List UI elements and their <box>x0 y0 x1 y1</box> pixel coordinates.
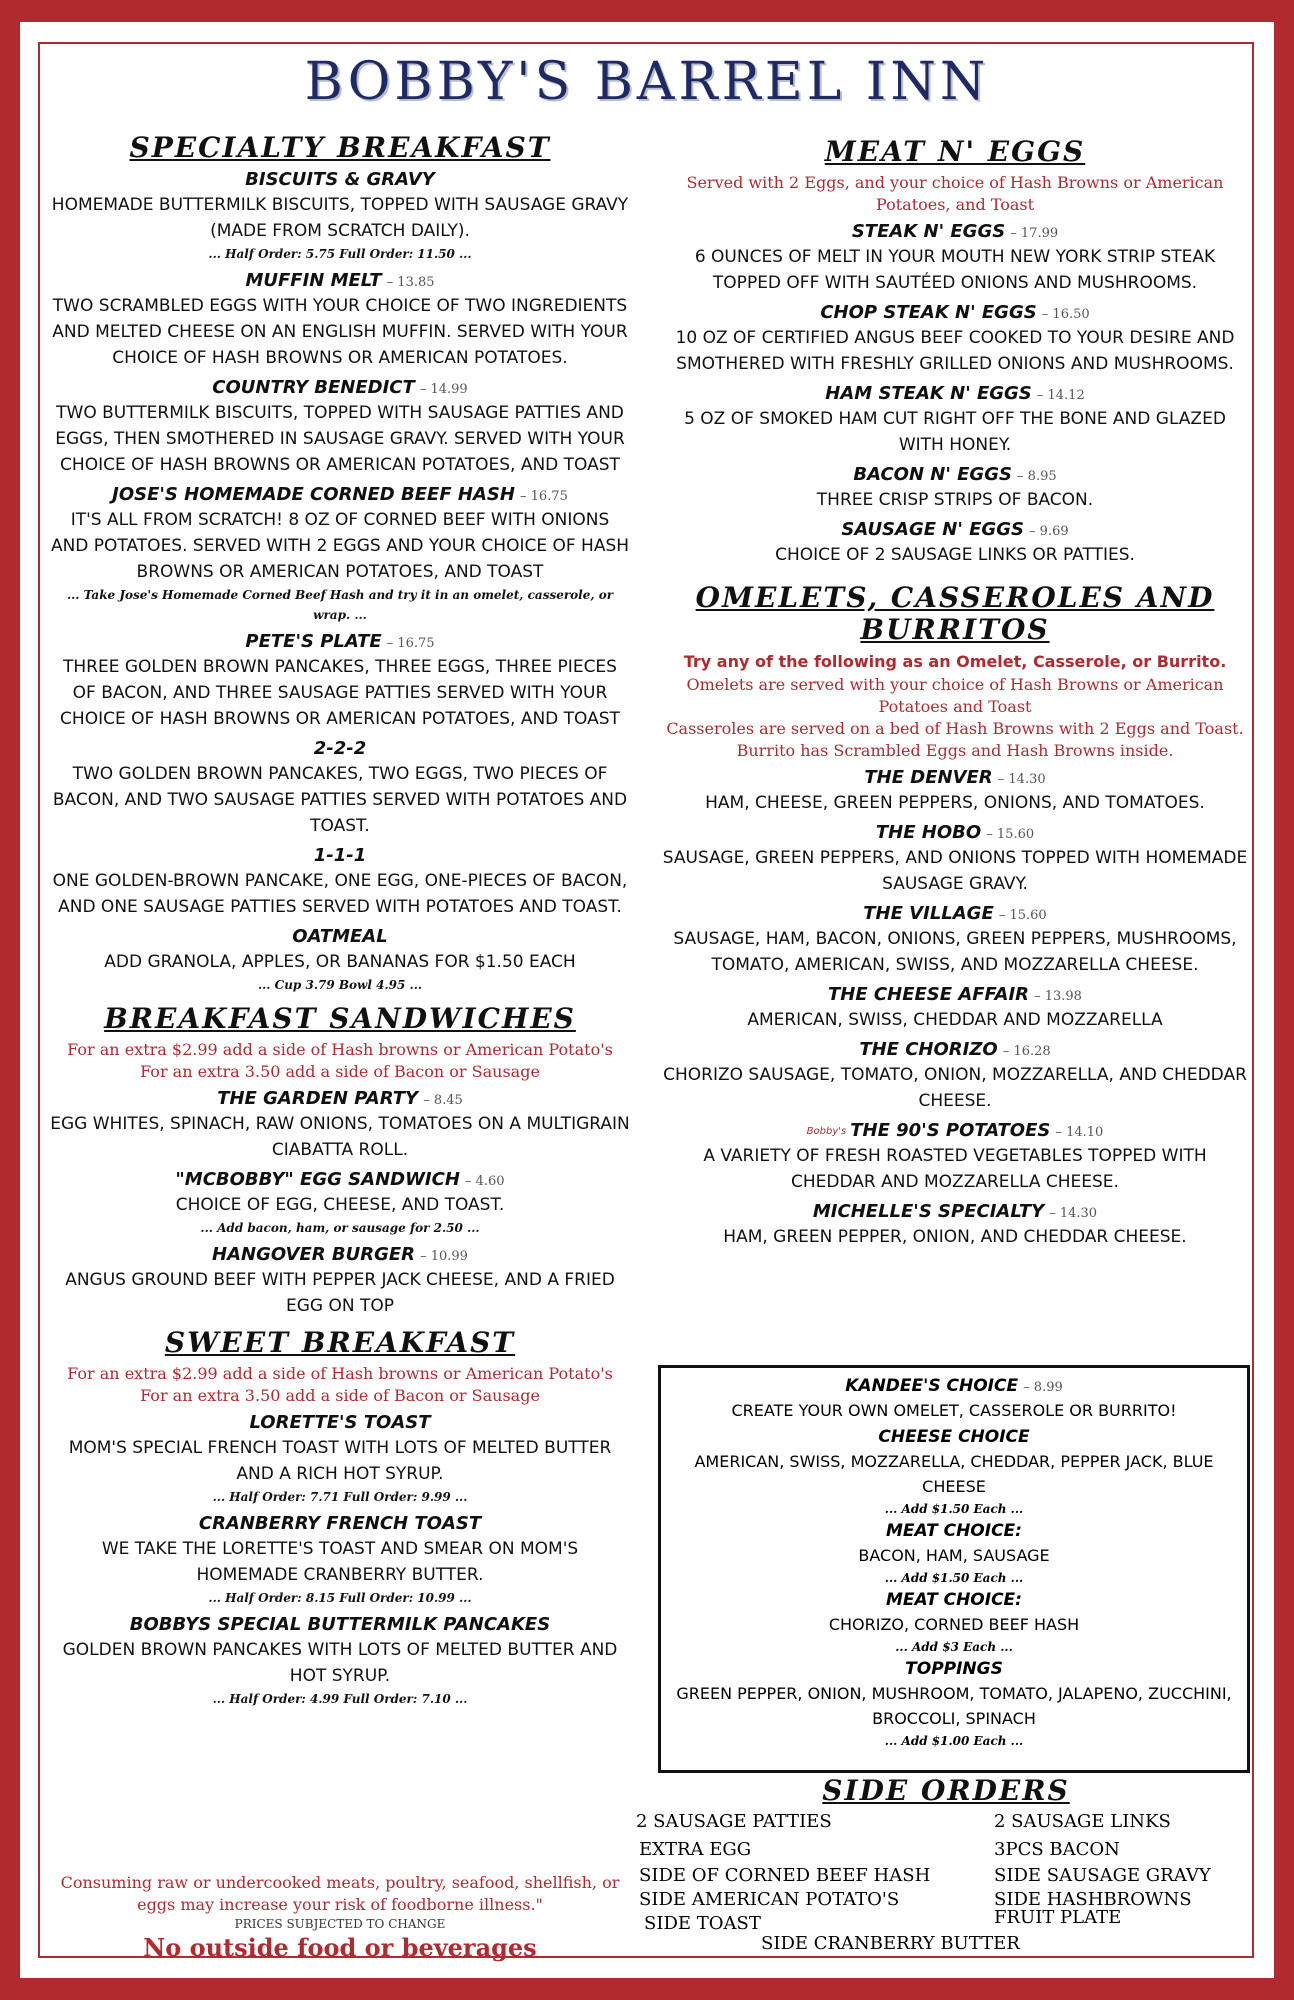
kandees-choice-box <box>658 1365 1250 1773</box>
item-name: LORETTE'S TOAST <box>249 1412 431 1433</box>
kandee-group <box>661 1657 1247 1751</box>
item-price: – 13.85 <box>386 275 435 290</box>
right-column <box>660 132 1250 1255</box>
item-description: WE TAKE THE LORETTE'S TOAST AND SMEAR ON MOM'S HOMEMADE CRANBERRY BUTTER. <box>101 1539 579 1585</box>
item-price: – 4.60 <box>465 1174 505 1189</box>
menu-item-title <box>660 301 1250 325</box>
item-price: – 10.99 <box>420 1249 468 1264</box>
menu-item <box>50 1411 630 1507</box>
prices-change-note: PRICES SUBJECTED TO CHANGE <box>234 1917 446 1931</box>
footer <box>50 1872 630 1964</box>
group-title: TOPPINGS <box>905 1659 1003 1679</box>
menu-item-title <box>660 902 1250 926</box>
menu-item-title <box>660 1038 1250 1062</box>
side-orders <box>636 1775 1256 1961</box>
restaurant-title: BOBBY'S BARREL INN <box>304 52 990 112</box>
side-item: 3PCS BACON <box>994 1839 1120 1860</box>
item-price: – 16.50 <box>1041 307 1090 322</box>
menu-item <box>660 518 1250 568</box>
group-note: ... Add $1.00 Each ... <box>884 1734 1024 1748</box>
menu-item <box>50 1512 630 1608</box>
menu-item <box>50 483 630 625</box>
item-price: – 15.60 <box>998 908 1047 923</box>
item-description: SAUSAGE, GREEN PEPPERS, AND ONIONS TOPPED WITH HOMEMADE SAUSAGE GRAVY. <box>662 848 1248 894</box>
sweet-note: For an extra $2.99 add a side of Hash browns or American Potato's <box>67 1364 613 1383</box>
kandee-groups <box>661 1425 1247 1751</box>
item-price: – 14.99 <box>419 382 468 397</box>
item-price: – 14.12 <box>1036 388 1085 403</box>
item-description: CHOICE OF EGG, CHEESE, AND TOAST. <box>175 1195 505 1215</box>
group-note: ... Add $1.50 Each ... <box>884 1502 1024 1516</box>
menu-item <box>50 844 630 920</box>
side-item: EXTRA EGG <box>639 1839 752 1860</box>
kandee-group <box>661 1425 1247 1519</box>
group-note: ... Add $1.50 Each ... <box>884 1571 1024 1585</box>
item-price: – 14.30 <box>997 772 1046 787</box>
section-heading-sweet: SWEET BREAKFAST <box>164 1326 516 1359</box>
group-description: AMERICAN, SWISS, MOZZARELLA, CHEDDAR, PEPPER JACK, BLUE CHEESE <box>694 1452 1214 1496</box>
item-description: TWO SCRAMBLED EGGS WITH YOUR CHOICE OF TWO INGREDIENTS AND MELTED CHEESE ON AN ENGLISH MUFFIN. SERVED WITH YOUR CHOICE OF HASH BROWNS OR AMERICAN POTATOES. <box>52 296 628 368</box>
menu-item-title <box>50 1087 630 1111</box>
group-description: BACON, HAM, SAUSAGE <box>858 1546 1050 1565</box>
menu-item-title <box>50 376 630 400</box>
item-description: SAUSAGE, HAM, BACON, ONIONS, GREEN PEPPERS, MUSHROOMS, TOMATO, AMERICAN, SWISS, AND MOZZARELLA CHEESE. <box>673 929 1237 975</box>
menu-item-title <box>660 983 1250 1007</box>
item-description: THREE GOLDEN BROWN PANCAKES, THREE EGGS, THREE PIECES OF BACON, AND THREE SAUSAGE PATTIES SERVED WITH YOUR CHOICE OF HASH BROWNS OR AMERICAN POTATOES, AND TOAST <box>60 657 620 729</box>
menu-item <box>660 463 1250 513</box>
menu-item <box>50 630 630 732</box>
item-name: BACON N' EGGS <box>853 464 1012 485</box>
item-description: AMERICAN, SWISS, CHEDDAR AND MOZZARELLA <box>747 1010 1163 1030</box>
menu-item <box>660 983 1250 1033</box>
item-name: 2-2-2 <box>313 738 367 759</box>
side-item: SIDE SAUSAGE GRAVY <box>994 1865 1211 1886</box>
section-heading-omelets: OMELETS, CASSEROLES AND BURRITOS <box>695 581 1215 646</box>
omelet-note: Omelets are served with your choice of Hash Browns or American Potatoes and Toast <box>686 675 1224 716</box>
side-item: SIDE TOAST <box>644 1913 761 1934</box>
menu-item-title <box>50 483 630 507</box>
menu-item <box>50 1168 630 1238</box>
item-note: ... Cup 3.79 Bowl 4.95 ... <box>257 978 423 992</box>
item-price: – 15.60 <box>986 827 1035 842</box>
menu-item-title <box>660 518 1250 542</box>
menu-item-title <box>50 1411 630 1435</box>
side-item: SIDE AMERICAN POTATO'S <box>639 1889 900 1910</box>
item-price: – 14.30 <box>1049 1206 1098 1221</box>
group-title: MEAT CHOICE: <box>886 1590 1022 1610</box>
menu-item <box>660 1119 1250 1195</box>
side-item: SIDE CRANBERRY BUTTER <box>761 1933 1020 1954</box>
section-heading-sides: SIDE ORDERS <box>822 1774 1070 1807</box>
item-name: JOSE'S HOMEMADE CORNED BEEF HASH <box>112 484 515 505</box>
item-name: HANGOVER BURGER <box>212 1244 416 1265</box>
omelet-intro: Try any of the following as an Omelet, Casserole, or Burrito. <box>683 652 1227 671</box>
item-note: ... Half Order: 7.71 Full Order: 9.99 ... <box>212 1490 468 1504</box>
item-note: ... Add bacon, ham, or sausage for 2.50 ... <box>200 1221 480 1235</box>
item-name: "MCBOBBY" EGG SANDWICH <box>175 1169 460 1190</box>
menu-item <box>50 269 630 371</box>
menu-item <box>660 382 1250 458</box>
left-column <box>50 128 630 1714</box>
item-note: ... Half Order: 8.15 Full Order: 10.99 ... <box>208 1591 472 1605</box>
specialty-items <box>50 168 630 995</box>
item-name: 1-1-1 <box>313 845 367 866</box>
menu-item-title <box>660 1119 1250 1143</box>
group-title: MEAT CHOICE: <box>886 1521 1022 1541</box>
item-name: KANDEE'S CHOICE <box>845 1376 1019 1396</box>
group-note: ... Add $3 Each ... <box>895 1640 1013 1654</box>
menu-item-title <box>50 168 630 192</box>
item-description: HAM, GREEN PEPPER, ONION, AND CHEDDAR CHEESE. <box>723 1227 1187 1247</box>
item-description: GOLDEN BROWN PANCAKES WITH LOTS OF MELTED BUTTER AND HOT SYRUP. <box>62 1640 618 1686</box>
no-outside-food-note: No outside food or beverages <box>143 1933 537 1962</box>
menu-item-title <box>50 630 630 654</box>
sweet-note: For an extra 3.50 add a side of Bacon or Sausage <box>140 1386 540 1405</box>
sweet-items <box>50 1411 630 1709</box>
item-note: ... Half Order: 4.99 Full Order: 7.10 ... <box>212 1692 468 1706</box>
item-price: – 9.69 <box>1029 524 1069 539</box>
item-description: HAM, CHEESE, GREEN PEPPERS, ONIONS, AND TOMATOES. <box>705 793 1205 813</box>
sandwich-note: For an extra 3.50 add a side of Bacon or Sausage <box>140 1062 540 1081</box>
item-description: A VARIETY OF FRESH ROASTED VEGETABLES TOPPED WITH CHEDDAR AND MOZZARELLA CHEESE. <box>703 1146 1207 1192</box>
item-note: ... Half Order: 5.75 Full Order: 11.50 ... <box>208 247 472 261</box>
item-name: OATMEAL <box>292 926 388 947</box>
menu-item <box>660 821 1250 897</box>
item-name: PETE'S PLATE <box>245 631 382 652</box>
menu-item-title <box>660 1200 1250 1224</box>
menu-item-title <box>660 463 1250 487</box>
item-name: THE DENVER <box>864 767 993 788</box>
bobbys-badge: Bobby's <box>806 1126 847 1137</box>
item-name: THE CHEESE AFFAIR <box>828 984 1030 1005</box>
side-item: 2 SAUSAGE LINKS <box>994 1811 1171 1832</box>
item-description: CHORIZO SAUSAGE, TOMATO, ONION, MOZZARELLA, AND CHEDDAR CHEESE. <box>663 1065 1247 1111</box>
item-description: THREE CRISP STRIPS OF BACON. <box>816 490 1094 510</box>
section-heading-sandwiches: BREAKFAST SANDWICHES <box>104 1002 576 1035</box>
item-price: – 16.28 <box>1002 1044 1051 1059</box>
item-description: 6 OUNCES OF MELT IN YOUR MOUTH NEW YORK STRIP STEAK TOPPED OFF WITH SAUTÉED ONIONS AND MUSHROOMS. <box>694 247 1216 293</box>
side-item: FRUIT PLATE <box>994 1907 1122 1928</box>
item-description: 5 OZ OF SMOKED HAM CUT RIGHT OFF THE BONE AND GLAZED WITH HONEY. <box>684 409 1226 455</box>
group-description: CHORIZO, CORNED BEEF HASH <box>828 1615 1080 1634</box>
item-description: TWO GOLDEN BROWN PANCAKES, TWO EGGS, TWO PIECES OF BACON, AND TWO SAUSAGE PATTIES SERVED WITH POTATOES AND TOAST. <box>52 764 628 836</box>
menu-item-title <box>50 1613 630 1637</box>
menu-item <box>660 220 1250 296</box>
menu-item <box>660 1200 1250 1250</box>
item-name: STEAK N' EGGS <box>851 221 1006 242</box>
omelet-items <box>660 766 1250 1250</box>
meat-note: Served with 2 Eggs, and your choice of Hash Browns or American Potatoes, and Toast <box>686 173 1224 214</box>
item-price: – 8.99 <box>1023 1380 1063 1395</box>
menu-item <box>660 301 1250 377</box>
item-name: BOBBYS SPECIAL BUTTERMILK PANCAKES <box>129 1614 551 1635</box>
item-price: – 8.95 <box>1017 469 1057 484</box>
kandee-group <box>661 1519 1247 1588</box>
menu-item-title <box>50 1243 630 1267</box>
item-description: CREATE YOUR OWN OMELET, CASSEROLE OR BURRITO! <box>731 1401 1177 1420</box>
omelet-note: Burrito has Scrambled Eggs and Hash Browns inside. <box>736 741 1174 760</box>
item-price: – 8.45 <box>423 1093 463 1108</box>
side-item: SIDE OF CORNED BEEF HASH <box>639 1865 931 1886</box>
menu-item <box>50 1243 630 1319</box>
item-price: – 13.98 <box>1034 989 1082 1004</box>
item-name: THE VILLAGE <box>863 903 994 924</box>
kandees-choice-header <box>661 1374 1247 1423</box>
item-price: – 16.75 <box>386 636 435 651</box>
item-name: THE 90'S POTATOES <box>850 1120 1051 1141</box>
item-name: THE HOBO <box>875 822 982 843</box>
side-item: SIDE HASHBROWNS <box>994 1889 1192 1910</box>
item-description: EGG WHITES, SPINACH, RAW ONIONS, TOMATOES ON A MULTIGRAIN CIABATTA ROLL. <box>50 1114 630 1160</box>
item-description: CHOICE OF 2 SAUSAGE LINKS OR PATTIES. <box>775 545 1135 565</box>
menu-item <box>660 766 1250 816</box>
menu-item <box>50 737 630 839</box>
menu-item <box>50 925 630 995</box>
item-description: ADD GRANOLA, APPLES, OR BANANAS FOR $1.50 EACH <box>104 952 576 972</box>
menu-item-title <box>660 220 1250 244</box>
item-description: MOM'S SPECIAL FRENCH TOAST WITH LOTS OF MELTED BUTTER AND A RICH HOT SYRUP. <box>68 1438 612 1484</box>
item-name: HAM STEAK N' EGGS <box>825 383 1032 404</box>
item-name: CRANBERRY FRENCH TOAST <box>198 1513 482 1534</box>
item-price: – 14.10 <box>1055 1125 1104 1140</box>
menu-item <box>660 902 1250 978</box>
side-orders-grid <box>636 1811 1256 1961</box>
menu-item <box>50 168 630 264</box>
meat-items <box>660 220 1250 568</box>
item-note: ... Take Jose's Homemade Corned Beef Hash and try it in an omelet, casserole, or wrap. ... <box>66 588 614 622</box>
item-description: HOMEMADE BUTTERMILK BISCUITS, TOPPED WITH SAUSAGE GRAVY (MADE FROM SCRATCH DAILY). <box>51 195 629 241</box>
item-name: BISCUITS & GRAVY <box>245 169 435 190</box>
item-price: – 17.99 <box>1010 226 1059 241</box>
item-description: ONE GOLDEN-BROWN PANCAKE, ONE EGG, ONE-PIECES OF BACON, AND ONE SAUSAGE PATTIES SERVED WITH POTATOES AND TOAST. <box>52 871 628 917</box>
item-description: TWO BUTTERMILK BISCUITS, TOPPED WITH SAUSAGE PATTIES AND EGGS, THEN SMOTHERED IN SAUSAGE GRAVY. SERVED WITH YOUR CHOICE OF HASH BROWNS OR AMERICAN POTATOES, AND TOAST <box>55 403 625 475</box>
item-name: THE CHORIZO <box>859 1039 998 1060</box>
sandwich-note: For an extra $2.99 add a side of Hash browns or American Potato's <box>67 1040 613 1059</box>
item-name: MICHELLE'S SPECIALTY <box>812 1201 1045 1222</box>
omelet-note: Casseroles are served on a bed of Hash Browns with 2 Eggs and Toast. <box>666 719 1244 738</box>
item-description: IT'S ALL FROM SCRATCH! 8 OZ OF CORNED BEEF WITH ONIONS AND POTATOES. SERVED WITH 2 EGGS AND YOUR CHOICE OF HASH BROWNS OR AMERICAN POTATOES, AND TOAST <box>50 510 630 582</box>
section-heading-specialty: SPECIALTY BREAKFAST <box>129 131 551 164</box>
item-name: SAUSAGE N' EGGS <box>841 519 1024 540</box>
menu-item-title <box>50 844 630 868</box>
side-item: 2 SAUSAGE PATTIES <box>636 1811 832 1832</box>
menu-item <box>50 376 630 478</box>
item-description: 10 OZ OF CERTIFIED ANGUS BEEF COOKED TO YOUR DESIRE AND SMOTHERED WITH FRESHLY GRILLED ONIONS AND MUSHROOMS. <box>675 328 1235 374</box>
sandwich-items <box>50 1087 630 1319</box>
food-safety-warning: Consuming raw or undercooked meats, poultry, seafood, shellfish, or eggs may increase your risk of foodborne illness." <box>60 1873 620 1914</box>
group-description: GREEN PEPPER, ONION, MUSHROOM, TOMATO, JALAPENO, ZUCCHINI, BROCCOLI, SPINACH <box>676 1684 1232 1728</box>
menu-item-title <box>660 382 1250 406</box>
item-description: ANGUS GROUND BEEF WITH PEPPER JACK CHEESE, AND A FRIED EGG ON TOP <box>65 1270 615 1316</box>
kandee-group <box>661 1588 1247 1657</box>
group-title: CHEESE CHOICE <box>878 1427 1030 1447</box>
menu-item-title <box>50 737 630 761</box>
menu-item-title <box>50 1168 630 1192</box>
menu-item-title <box>660 766 1250 790</box>
section-heading-meat: MEAT N' EGGS <box>824 135 1086 168</box>
menu-item-title <box>50 1512 630 1536</box>
item-name: CHOP STEAK N' EGGS <box>820 302 1037 323</box>
menu-item <box>660 1038 1250 1114</box>
item-name: COUNTRY BENEDICT <box>212 377 415 398</box>
menu-item-title <box>660 821 1250 845</box>
item-name: THE GARDEN PARTY <box>217 1088 419 1109</box>
item-name: MUFFIN MELT <box>245 270 382 291</box>
menu-item <box>50 1613 630 1709</box>
menu-item-title <box>50 925 630 949</box>
menu-item-title <box>50 269 630 293</box>
menu-item <box>50 1087 630 1163</box>
item-price: – 16.75 <box>520 489 568 504</box>
